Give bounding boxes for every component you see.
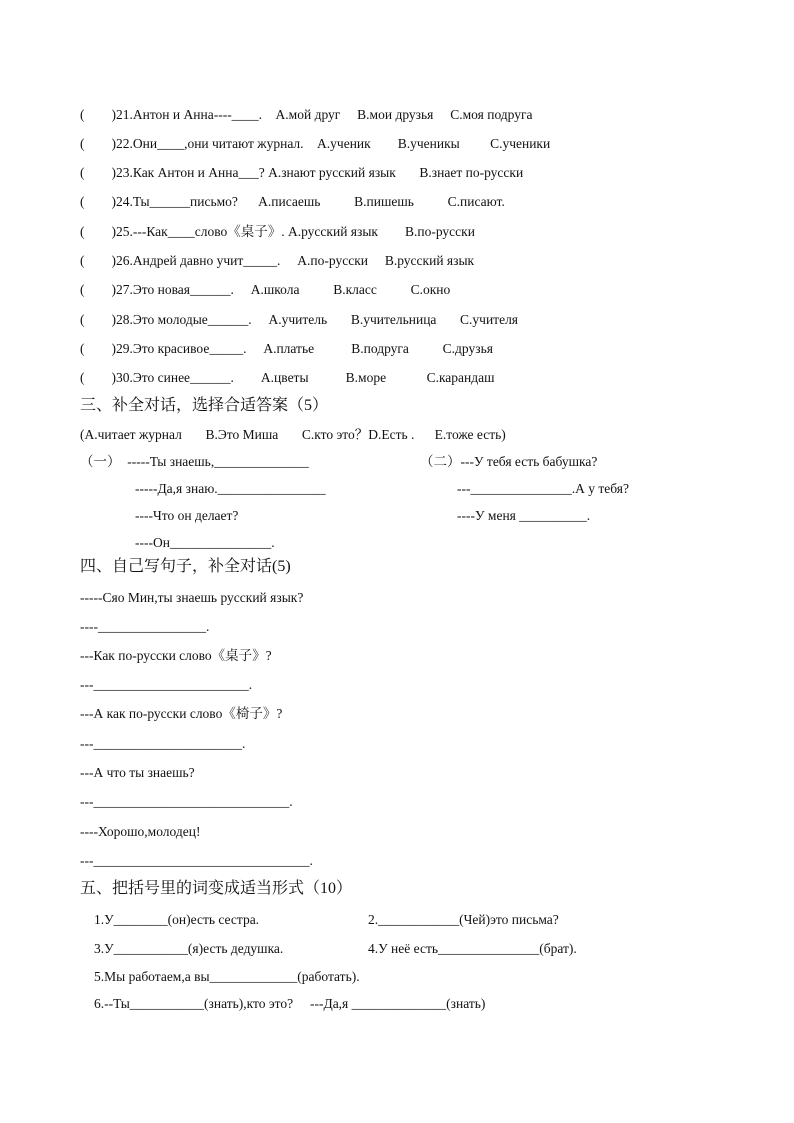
dialog2-line2: ---_______________.А у тебя? <box>457 481 629 496</box>
section4-line-5: ---А как по-русски слово《椅子》? <box>80 706 283 721</box>
section4-line-3: ---Как по-русски слово《桌子》? <box>80 648 272 663</box>
dialog1-line4: ----Он_______________. <box>135 535 275 550</box>
question-30: ( )30.Это синее______. A.цветы B.море C.карандаш <box>80 370 495 385</box>
dialog1-line3: ----Что он делает? <box>135 508 239 523</box>
dialog2-line1: （二）---У тебя есть бабушка? <box>420 454 598 469</box>
section4-heading: 四、自己写句子，补全对话(5) <box>80 558 291 575</box>
section3-options: (A.читает журнал B.Это Миша C.кто это？D.Есть . E.тоже есть) <box>80 427 506 442</box>
dialog2-line3: ----У меня __________. <box>457 508 591 523</box>
question-23: ( )23.Как Антон и Анна___? A.знают русский язык B.знает по-русски <box>80 165 524 180</box>
question-27: ( )27.Это новая______. A.школа B.класс C.окно <box>80 282 451 297</box>
dialog1-line2: -----Да,я знаю.________________ <box>135 481 326 496</box>
section4-line-9: ----Хорошо,молодец! <box>80 824 201 839</box>
question-25: ( )25.---Как____слово《桌子》. A.русский язык B.по-русски <box>80 224 475 239</box>
section4-line-6: ---______________________. <box>80 736 246 751</box>
section5-item-3: 3.У___________(я)есть дедушка. <box>94 941 284 956</box>
question-21: ( )21.Антон и Анна----____. A.мой друг B.мои друзья C.моя подруга <box>80 107 533 122</box>
dialog1-line1: （一） -----Ты знаешь,______________ <box>80 454 309 469</box>
section4-line-4: ---_______________________. <box>80 677 253 692</box>
section4-line-2: ----________________. <box>80 619 210 634</box>
question-28: ( )28.Это молодые______. A.учитель B.учительница C.учителя <box>80 312 519 327</box>
section4-line-1: -----Сяо Мин,ты знаешь русский язык? <box>80 590 304 605</box>
section5-item-4: 4.У неё есть_______________(брат). <box>368 941 577 956</box>
section5-item-1: 1.У________(он)есть сестра. <box>94 912 260 927</box>
section5-item-5: 5.Мы работаем,а вы_____________(работать). <box>94 969 360 984</box>
question-26: ( )26.Андрей давно учит_____. A.по-русски B.русский язык <box>80 253 475 268</box>
question-29: ( )29.Это красивое_____. A.платье B.подруга C.друзья <box>80 341 493 356</box>
section4-line-7: ---А что ты знаешь? <box>80 765 195 780</box>
section3-heading: 三、补全对话，选择合适答案（5） <box>80 397 329 414</box>
section5-item-2: 2.____________(Чей)это письма? <box>368 912 559 927</box>
section5-heading: 五、把括号里的词变成适当形式（10） <box>80 880 353 897</box>
question-24: ( )24.Ты______письмо? A.писаешь B.пишешь C.писают. <box>80 194 505 209</box>
section5-item-6: 6.--Ты___________(знать),кто это? ---Да,я ______________(знать) <box>94 996 486 1011</box>
question-22: ( )22.Они____,они читают журнал. A.ученик B.ученикы C.ученики <box>80 136 551 151</box>
section4-line-10: ---________________________________. <box>80 853 313 868</box>
section4-line-8: ---_____________________________. <box>80 794 293 809</box>
